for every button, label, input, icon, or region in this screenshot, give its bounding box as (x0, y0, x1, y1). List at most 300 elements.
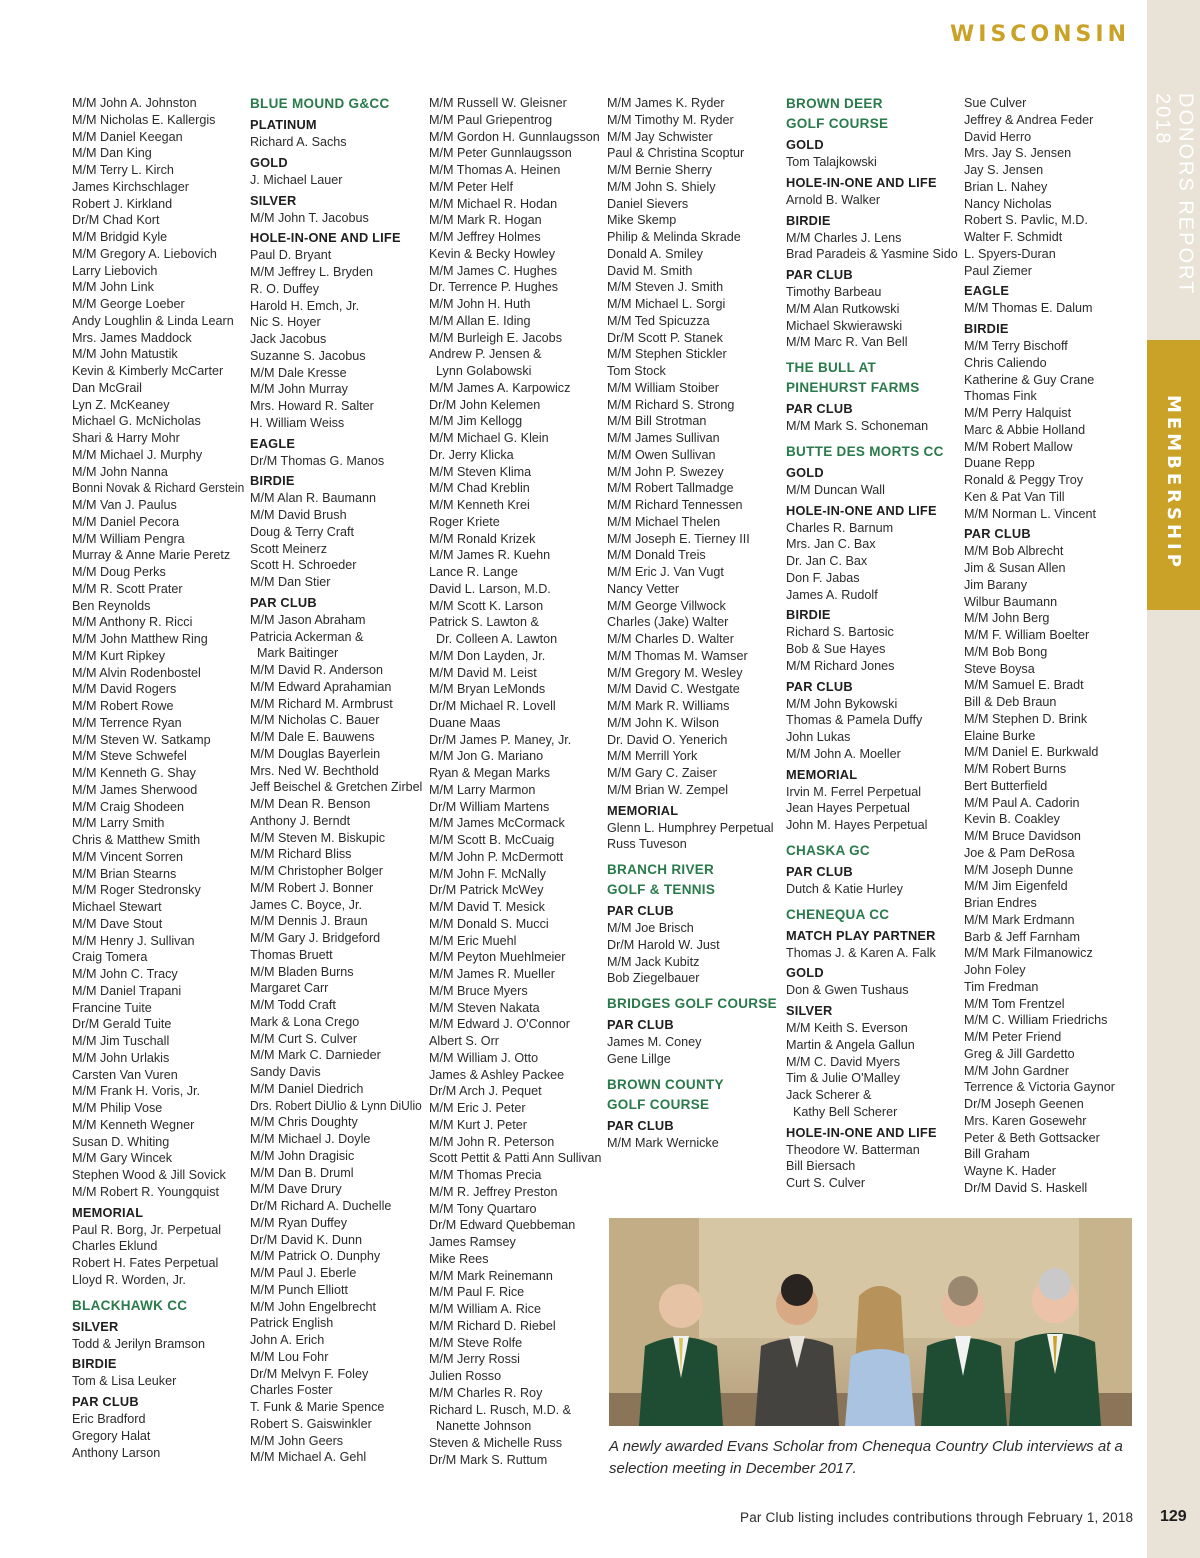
donor-name: M/M Kenneth Krei (429, 498, 530, 512)
donor-name: John A. Erich (250, 1333, 325, 1347)
donor-name: M/M Peter Friend (964, 1030, 1062, 1044)
donor-name: Dr/M Arch J. Pequet (429, 1084, 542, 1099)
donor-name: Scott Meinerz (250, 541, 327, 556)
donor-name: M/M Mark C. Darnieder (250, 1048, 381, 1063)
donor-name: Harold H. Emch, Jr. (250, 298, 360, 313)
level-heading: GOLD (786, 464, 824, 480)
donor-name: M/M Brian W. Zempel (607, 782, 729, 797)
level-heading: SILVER (250, 192, 297, 208)
donor-name: M/M John Berg (964, 611, 1050, 626)
donor-name: M/M Peyton Muehlmeier (429, 950, 566, 965)
donor-name: Bonni Novak & Richard Gerstein (72, 481, 245, 496)
donor-name: M/M F. William Boelter (964, 628, 1090, 642)
donor-name: M/M Tom Frentzel (964, 996, 1065, 1011)
donor-name: M/M Dan B. Druml (250, 1165, 354, 1180)
donor-name: Andrew P. Jensen & (429, 347, 542, 362)
donor-name: M/M Brian Stearns (72, 866, 177, 881)
club-heading: CHENEQUA CC (786, 906, 890, 922)
donor-name: M/M Dale Kresse (250, 365, 347, 380)
donor-name: Dr/M James P. Maney, Jr. (429, 732, 572, 747)
donor-name: M/M Richard Jones (786, 658, 895, 673)
donor-name: M/M John Matustik (72, 347, 178, 362)
donor-name: L. Spyers-Duran (964, 246, 1056, 261)
donor-name: Jim Barany (964, 577, 1027, 592)
donor-name: Anthony J. Berndt (250, 813, 351, 828)
level-heading: BIRDIE (786, 212, 831, 228)
donor-name: Murray & Anne Marie Peretz (72, 548, 231, 563)
donor-name: Larry Liebovich (72, 263, 158, 278)
donor-name: M/M Gary J. Bridgeford (250, 931, 381, 945)
donor-name: Ryan & Megan Marks (429, 766, 551, 780)
donor-column-4 (607, 95, 779, 1151)
donor-name: M/M Kurt Ripkey (72, 648, 166, 663)
donor-name: Tom Talajkowski (786, 155, 877, 169)
donor-name: M/M Alan Rutkowski (786, 301, 900, 316)
donor-name: M/M John Murray (250, 382, 348, 397)
donor-name: Robert S. Pavlic, M.D. (964, 213, 1088, 228)
donor-name: M/M Richard M. Armbrust (250, 696, 393, 711)
donor-name: Nic S. Hoyer (250, 315, 321, 330)
donor-name: H. William Weiss (250, 415, 345, 430)
donor-name: M/M Edward Aprahamian (250, 679, 392, 694)
donor-name: Carsten Van Vuren (72, 1067, 178, 1082)
donor-name: M/M Doug Perks (72, 565, 166, 579)
donor-name: M/M Bladen Burns (250, 964, 354, 979)
donor-name: Andy Loughlin & Linda Learn (72, 313, 234, 328)
level-heading: PAR CLUB (786, 267, 853, 282)
donor-name: Mrs. Jay S. Jensen (964, 146, 1072, 161)
donor-name: Scott Pettit & Patti Ann Sullivan (429, 1151, 602, 1166)
donor-name: M/M Charles D. Walter (607, 632, 734, 646)
donor-name: M/M Terry L. Kirch (72, 163, 174, 177)
donor-name: M/M Steven M. Biskupic (250, 830, 386, 845)
donor-name: Thomas Fink (964, 389, 1037, 404)
level-heading: MEMORIAL (607, 802, 679, 818)
donor-name: Nancy Nicholas (964, 196, 1052, 211)
donor-name: Dr/M Thomas G. Manos (250, 453, 385, 468)
group-photo (609, 1218, 1132, 1426)
donor-name: Charles (Jake) Walter (607, 615, 729, 630)
donor-name: Terrence & Victoria Gaynor (964, 1080, 1115, 1095)
donor-name: M/M William Stoiber (607, 380, 719, 395)
donor-name: Patricia Ackerman & (250, 629, 364, 644)
donor-name: Craig Tomera (72, 950, 148, 965)
donor-name: Brian L. Nahey (964, 179, 1048, 194)
club-heading: BUTTE DES MORTS CC (786, 443, 944, 459)
donor-name: M/M Bridgid Kyle (72, 230, 168, 244)
donor-name: Dr. Jan C. Bax (786, 554, 868, 568)
donor-name: M/M Dan King (72, 146, 152, 161)
donor-name: Mike Rees (429, 1251, 489, 1266)
donor-name: M/M C. William Friedrichs (964, 1013, 1108, 1028)
donor-name: David M. Smith (607, 263, 693, 278)
donor-name: Lynn Golabowski (436, 364, 532, 378)
donor-name: John M. Hayes Perpetual (786, 818, 928, 832)
donor-name: M/M Richard Tennessen (607, 498, 743, 512)
donor-name: M/M Allan E. Iding (429, 313, 531, 328)
donor-name: M/M Joseph E. Tierney III (607, 531, 750, 546)
donor-name: M/M Robert Tallmadge (607, 481, 734, 496)
donor-name: M/M Robert R. Youngquist (72, 1184, 220, 1199)
level-heading: HOLE-IN-ONE AND LIFE (786, 1124, 937, 1140)
donor-name: M/M George Loeber (72, 297, 185, 311)
donor-name: Curt S. Culver (786, 1176, 866, 1190)
donor-name: M/M Stephen D. Brink (964, 711, 1088, 726)
donor-name: Thomas J. & Karen A. Falk (786, 945, 936, 960)
donor-name: M/M Dan Stier (250, 575, 331, 589)
donor-name: M/M Gary Wincek (72, 1151, 173, 1166)
donor-name: M/M Michael R. Hodan (429, 196, 558, 211)
donor-name: M/M Peter Helf (429, 179, 513, 194)
donor-name: Dr/M Harold W. Just (607, 937, 720, 952)
donor-name: M/M Bruce Davidson (964, 829, 1081, 843)
level-heading: HOLE-IN-ONE AND LIFE (786, 174, 937, 190)
donor-name: John Lukas (786, 730, 851, 744)
donor-name: Charles Foster (250, 1383, 333, 1398)
donor-name: M/M John Bykowski (786, 696, 898, 711)
level-heading: PAR CLUB (964, 526, 1031, 542)
donor-name: Ken & Pat Van Till (964, 489, 1065, 504)
donor-name: Bob Ziegelbauer (607, 971, 700, 986)
donor-name: M/M John F. McNally (429, 866, 546, 881)
donor-name: M/M Dean R. Benson (250, 797, 371, 811)
donor-name: M/M James Sullivan (607, 431, 720, 445)
donor-name: M/M Nicholas C. Bauer (250, 713, 380, 728)
donor-name: M/M Bruce Myers (429, 983, 528, 998)
donor-name: M/M Donald Treis (607, 548, 706, 563)
donor-name: M/M Jack Kubitz (607, 954, 700, 969)
club-heading: BRIDGES GOLF COURSE (607, 996, 777, 1011)
donor-name: M/M Dale E. Bauwens (250, 730, 375, 744)
donor-name: M/M George Villwock (607, 598, 726, 613)
level-heading: PAR CLUB (607, 903, 674, 918)
donor-name: Jeff Beischel & Gretchen Zirbel (250, 780, 423, 795)
donor-name: M/M Terrence Ryan (72, 715, 182, 730)
donor-name: M/M Richard S. Strong (607, 397, 735, 412)
donor-name: Martin & Angela Gallun (786, 1037, 915, 1052)
level-heading: GOLD (786, 137, 824, 152)
donor-name: James C. Boyce, Jr. (250, 897, 362, 912)
donor-column-1 (72, 95, 244, 1461)
level-heading: HOLE-IN-ONE AND LIFE (250, 230, 401, 246)
donor-name: Dr. Terrence P. Hughes (429, 280, 559, 295)
donor-name: Bill Graham (964, 1147, 1030, 1162)
donor-name: Dr. Colleen A. Lawton (436, 632, 558, 646)
donor-name: M/M Tony Quartaro (429, 1201, 537, 1216)
donor-name: M/M Burleigh E. Jacobs (429, 330, 562, 345)
donor-name: Dr/M Scott P. Stanek (607, 330, 723, 345)
donor-name: M/M Gregory M. Wesley (607, 665, 743, 680)
donor-name: Lloyd R. Worden, Jr. (72, 1272, 186, 1287)
donor-name: M/M Thomas M. Wamser (607, 648, 748, 663)
donor-name: Lyn Z. McKeaney (72, 397, 170, 412)
donor-name: M/M Jim Tuschall (72, 1034, 170, 1048)
club-heading: GOLF COURSE (786, 116, 889, 131)
donor-name: Duane Repp (964, 456, 1035, 471)
level-heading: BIRDIE (72, 1356, 117, 1372)
donor-name: Kathy Bell Scherer (793, 1104, 898, 1119)
donor-name: M/M Timothy M. Ryder (607, 112, 734, 127)
donor-name: Dr/M Mark S. Ruttum (429, 1452, 548, 1467)
donor-name: Sandy Davis (250, 1065, 321, 1079)
donor-name: Shari & Harry Mohr (72, 431, 180, 445)
level-heading: PAR CLUB (72, 1394, 139, 1409)
donor-name: M/M Mark Erdmann (964, 912, 1075, 927)
donor-name: James Ramsey (429, 1235, 516, 1249)
donor-name: M/M Daniel Trapani (72, 983, 182, 998)
donor-name: Mark & Lona Crego (250, 1014, 360, 1029)
donor-name: Dr. Jerry Klicka (429, 447, 514, 462)
donor-name: M/M Joe Brisch (607, 921, 694, 935)
donor-name: M/M James A. Karpowicz (429, 380, 571, 395)
donor-name: Mrs. Howard R. Salter (250, 399, 374, 413)
donor-name: M/M John A. Moeller (786, 746, 901, 761)
donor-name: M/M David T. Mesick (429, 900, 545, 914)
donor-name: Steven & Michelle Russ (429, 1436, 562, 1450)
donor-name: M/M Alvin Rodenbostel (72, 665, 201, 680)
donor-name: M/M William J. Otto (429, 1050, 539, 1065)
donor-name: Richard L. Rusch, M.D. & (429, 1402, 572, 1417)
donor-name: M/M Paul A. Cadorin (964, 795, 1080, 810)
donor-name: M/M William A. Rice (429, 1302, 541, 1316)
donor-name: Susan D. Whiting (72, 1134, 170, 1149)
donor-name: M/M Eric Muehl (429, 933, 517, 948)
donor-name: M/M Gordon H. Gunnlaugsson (429, 129, 600, 144)
donor-name: Chris & Matthew Smith (72, 833, 201, 847)
donor-name: M/M Stephen Stickler (607, 347, 727, 362)
donor-name: M/M Curt S. Culver (250, 1031, 358, 1046)
donor-name: Daniel Sievers (607, 196, 689, 211)
donor-name: M/M David M. Leist (429, 665, 537, 680)
donor-name: Ronald & Peggy Troy (964, 473, 1084, 487)
level-heading: SILVER (72, 1318, 119, 1334)
donor-name: Paul & Christina Scoptur (607, 146, 745, 161)
donor-name: M/M David C. Westgate (607, 682, 740, 697)
donor-name: M/M John Link (72, 280, 154, 295)
donor-name: M/M Don Layden, Jr. (429, 648, 546, 663)
donor-name: Tim Fredman (964, 979, 1039, 994)
donor-name: Tom & Lisa Leuker (72, 1374, 177, 1389)
donor-name: M/M Larry Marmon (429, 782, 536, 797)
donor-name: M/M Frank H. Voris, Jr. (72, 1084, 201, 1099)
donor-name: M/M Michael J. Murphy (72, 447, 203, 462)
donor-name: M/M Paul Griepentrog (429, 112, 553, 127)
donor-name: M/M James McCormack (429, 816, 565, 831)
level-heading: PLATINUM (250, 117, 317, 132)
level-heading: GOLD (786, 965, 824, 981)
donor-name: John Foley (964, 963, 1026, 977)
donor-column-2 (250, 95, 422, 1466)
donor-name: M/M Charles J. Lens (786, 230, 902, 245)
donor-name: Paul Ziemer (964, 263, 1032, 278)
donor-name: M/M John A. Johnston (72, 96, 197, 110)
donor-name: Mrs. Karen Gosewehr (964, 1113, 1087, 1128)
donor-name: Todd & Jerilyn Bramson (72, 1336, 205, 1351)
donor-name: M/M Scott K. Larson (429, 598, 544, 613)
donor-name: M/M John K. Wilson (607, 715, 719, 730)
donor-name: M/M Jeffrey Holmes (429, 230, 541, 244)
level-heading: BIRDIE (964, 321, 1009, 336)
donor-name: M/M Mark Wernicke (607, 1135, 719, 1150)
donor-name: M/M Robert Rowe (72, 699, 174, 713)
donor-name: M/M John C. Tracy (72, 967, 178, 981)
donor-name: Dan McGrail (72, 380, 142, 395)
club-heading: BROWN DEER (786, 96, 883, 111)
donor-name: Richard S. Bartosic (786, 625, 894, 640)
donor-name: M/M Samuel E. Bradt (964, 678, 1084, 693)
donor-name: M/M Larry Smith (72, 816, 165, 831)
donor-name: R. O. Duffey (250, 281, 320, 296)
donor-name: M/M Richard D. Riebel (429, 1318, 556, 1333)
level-heading: HOLE-IN-ONE AND LIFE (786, 502, 937, 518)
donor-name: Suzanne S. Jacobus (250, 348, 366, 363)
level-heading: MEMORIAL (72, 1204, 144, 1220)
donor-name: M/M James K. Ryder (607, 96, 725, 110)
donor-name: Dr/M Chad Kort (72, 213, 160, 228)
donor-name: Francine Tuite (72, 1000, 152, 1015)
donor-name: M/M Robert Burns (964, 762, 1067, 776)
donor-name: M/M Daniel E. Burkwald (964, 745, 1099, 760)
donor-name: M/M Bob Albrecht (964, 544, 1064, 559)
donor-name: Anthony Larson (72, 1445, 161, 1460)
donor-name: M/M Mark S. Schoneman (786, 419, 929, 433)
donor-name: M/M Paul J. Eberle (250, 1266, 357, 1280)
donor-name: Dr/M Edward Quebbeman (429, 1218, 576, 1233)
donor-name: M/M Charles R. Roy (429, 1385, 543, 1400)
donor-name: Paul R. Borg, Jr. Perpetual (72, 1222, 222, 1237)
donor-name: Robert S. Gaiswinkler (250, 1416, 372, 1431)
donor-name: M/M Daniel Pecora (72, 514, 180, 529)
donor-name: M/M Russell W. Gleisner (429, 96, 567, 110)
donor-name: Steve Boysa (964, 661, 1035, 676)
donor-name: M/M Thomas A. Heinen (429, 163, 561, 177)
donor-name: Marc & Abbie Holland (964, 422, 1086, 437)
donor-name: James M. Coney (607, 1035, 702, 1049)
donor-name: M/M Steve Rolfe (429, 1335, 523, 1350)
donor-name: Drs. Robert DiUlio & Lynn DiUlio (250, 1098, 422, 1113)
donor-name: M/M Eric J. Van Vugt (607, 565, 724, 579)
donor-name: M/M Terry Bischoff (964, 339, 1068, 353)
donor-name: M/M Craig Shodeen (72, 799, 184, 814)
donor-name: Jay S. Jensen (964, 163, 1044, 177)
donor-name: M/M Bill Strotman (607, 414, 707, 429)
club-heading: BROWN COUNTY (607, 1076, 724, 1092)
donor-name: Greg & Jill Gardetto (964, 1046, 1075, 1061)
donor-name: Russ Tuveson (607, 837, 687, 852)
donor-name: M/M John Gardner (964, 1063, 1069, 1078)
donor-name: M/M Mark R. Hogan (429, 213, 542, 228)
level-heading: BIRDIE (786, 607, 831, 623)
donor-name: Wayne K. Hader (964, 1164, 1056, 1178)
donor-name: Julien Rosso (429, 1369, 502, 1383)
donor-name: Dutch & Katie Hurley (786, 881, 903, 896)
donor-name: Bill Biersach (786, 1159, 856, 1174)
donor-name: Mark Baitinger (257, 646, 339, 661)
donor-name: M/M Keith S. Everson (786, 1021, 908, 1035)
donor-name: Michael Stewart (72, 900, 162, 914)
donor-name: Elaine Burke (964, 728, 1036, 743)
donor-name: Philip & Melinda Skrade (607, 230, 741, 244)
level-heading: EAGLE (250, 435, 296, 451)
donor-name: M/M Christopher Bolger (250, 864, 383, 878)
donor-name: M/M Richard Bliss (250, 847, 352, 862)
donor-name: M/M Michael G. Klein (429, 431, 549, 445)
donor-name: M/M Owen Sullivan (607, 447, 716, 462)
donor-name: M/M Mark Filmanowicz (964, 946, 1093, 961)
donor-name: M/M Dave Stout (72, 916, 163, 931)
donor-name: M/M Roger Stedronsky (72, 883, 201, 898)
donor-name: M/M Steven J. Smith (607, 280, 724, 295)
donor-name: M/M Edward J. O'Connor (429, 1017, 570, 1032)
donor-name: Walter F. Schmidt (964, 230, 1063, 244)
level-heading: PAR CLUB (786, 401, 853, 416)
level-heading: PAR CLUB (607, 1117, 674, 1133)
donor-name: Dr/M Michael R. Lovell (429, 699, 556, 713)
donor-name: Dr/M David S. Haskell (964, 1180, 1088, 1195)
club-heading: PINEHURST FARMS (786, 380, 920, 395)
donor-name: Margaret Carr (250, 981, 329, 996)
donor-name: M/M Lou Fohr (250, 1349, 329, 1364)
donor-name: Richard A. Sachs (250, 135, 347, 149)
donor-name: M/M Joseph Dunne (964, 862, 1074, 877)
club-heading: BLUE MOUND G&CC (250, 96, 390, 111)
donor-name: M/M James R. Mueller (429, 967, 555, 981)
level-heading: SILVER (786, 1003, 833, 1018)
donor-name: M/M C. David Myers (786, 1054, 901, 1069)
donor-name: Nanette Johnson (436, 1419, 532, 1434)
club-heading: CHASKA GC (786, 842, 870, 858)
donor-name: Jean Hayes Perpetual (786, 801, 910, 816)
donor-name: M/M John Matthew Ring (72, 632, 208, 646)
donor-name: Timothy Barbeau (786, 285, 882, 299)
donor-name: Sue Culver (964, 96, 1027, 110)
donor-name: M/M R. Scott Prater (72, 581, 183, 596)
donor-name: M/M Peter Gunnlaugsson (429, 146, 572, 161)
donor-name: M/M Van J. Paulus (72, 498, 177, 512)
donor-name: Robert J. Kirkland (72, 196, 173, 211)
donor-name: M/M Patrick O. Dunphy (250, 1249, 381, 1264)
donor-name: M/M John R. Peterson (429, 1134, 555, 1149)
donor-name: Donald A. Smiley (607, 246, 703, 261)
donor-column-3 (429, 95, 601, 1469)
donor-name: Charles R. Barnum (786, 520, 894, 535)
donor-name: M/M Paul F. Rice (429, 1285, 525, 1300)
donor-name: Joe & Pam DeRosa (964, 845, 1075, 860)
donor-name: M/M Steven Nakata (429, 1000, 540, 1015)
donor-name: Thomas Bruett (250, 947, 333, 962)
club-heading: THE BULL AT (786, 360, 877, 375)
donor-name: M/M Ryan Duffey (250, 1215, 348, 1230)
donor-name: M/M John Urlakis (72, 1050, 170, 1065)
donor-name: M/M Duncan Wall (786, 482, 885, 497)
donor-name: Dr/M William Martens (429, 799, 550, 814)
level-heading: PAR CLUB (250, 594, 317, 610)
donor-name: M/M Robert Mallow (964, 439, 1073, 454)
donor-name: Duane Maas (429, 715, 501, 730)
donor-name: M/M Steven W. Satkamp (72, 732, 211, 747)
donor-name: M/M William Pengra (72, 531, 185, 546)
donor-name: M/M Douglas Bayerlein (250, 746, 381, 761)
donor-name: M/M Thomas E. Dalum (964, 301, 1093, 316)
donor-name: M/M Jon G. Mariano (429, 749, 544, 764)
donor-name: Albert S. Orr (429, 1034, 499, 1048)
donor-name: M/M John H. Huth (429, 297, 531, 311)
donor-name: M/M Michael L. Sorgi (607, 297, 726, 311)
donor-name: Robert H. Fates Perpetual (72, 1256, 219, 1270)
donor-name: Barb & Jeff Farnham (964, 929, 1080, 944)
donor-name: M/M David Rogers (72, 682, 177, 697)
donor-name: Bert Butterfield (964, 778, 1048, 793)
